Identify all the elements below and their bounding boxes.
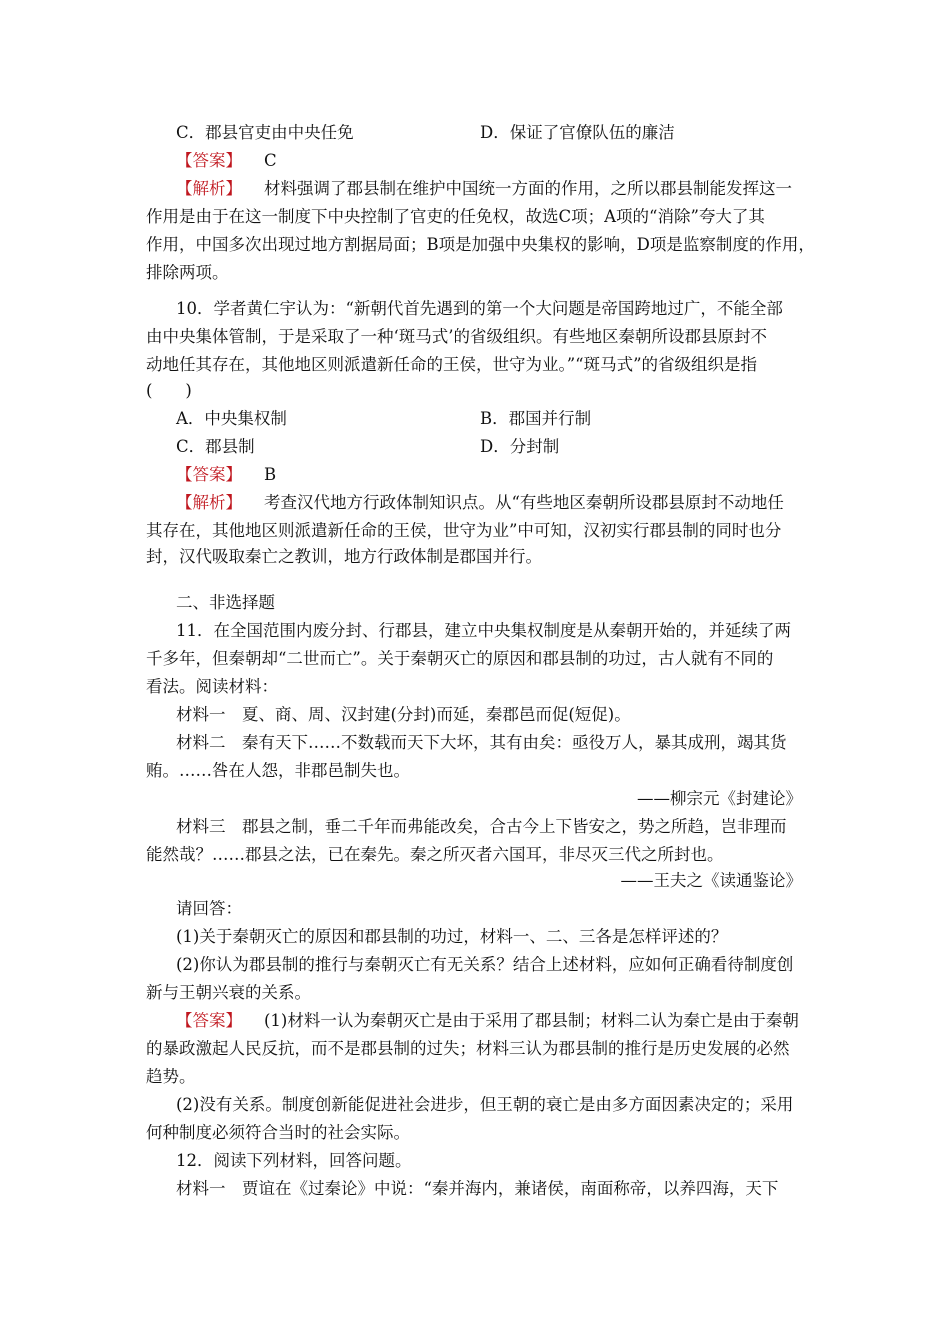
answer-text: 何种制度必须符合当时的社会实际。 <box>146 1123 410 1142</box>
analysis-text: 其存在，其他地区则派遣新任命的王侯，世守为业”中可知，汉初实行郡县制的同时也分 <box>146 521 782 540</box>
analysis-label: 【解析】 <box>176 493 242 512</box>
answer-value: B <box>264 465 277 484</box>
q11-prompt: 请回答： <box>176 899 242 918</box>
section-title: 二、非选择题 <box>176 593 275 612</box>
q11-material-1: 材料一 夏、商、周、汉封建(分封)而延，秦郡邑而促(短促)。 <box>176 705 631 724</box>
analysis-label: 【解析】 <box>176 179 242 198</box>
q11-sub-question-2: 新与王朝兴衰的关系。 <box>146 983 311 1002</box>
q11-material-3: 能然哉？……郡县之法，已在秦先。秦之所灭者六国耳，非尽灭三代之所封也。 <box>146 845 724 864</box>
answer-text: 的暴政激起人民反抗，而不是郡县制的过失；材料三认为郡县制的推行是历史发展的必然 <box>146 1039 790 1058</box>
answer-value: C <box>264 151 277 170</box>
q11-stem: 11．在全国范围内废分封、行郡县，建立中央集权制度是从秦朝开始的，并延续了两 <box>176 621 791 640</box>
q9-option-c: C．郡县官吏由中央任免 <box>176 123 354 142</box>
q12-material-1: 材料一 贾谊在《过秦论》中说：“秦并海内，兼诸侯，南面称帝，以养四海，天下 <box>176 1179 779 1198</box>
q10-option-c: C．郡县制 <box>176 437 255 456</box>
q11-source-3: ——王夫之《读通鉴论》 <box>620 871 802 890</box>
q10-answer-row <box>176 464 276 486</box>
q9-answer-row <box>176 150 277 172</box>
answer-text: 趋势。 <box>146 1067 196 1086</box>
answer-text: (2)没有关系。制度创新能促进社会进步，但王朝的衰亡是由多方面因素决定的；采用 <box>176 1095 794 1114</box>
q10-analysis-row <box>176 492 784 514</box>
q11-sub-question-2: (2)你认为郡县制的推行与秦朝灭亡有无关系？结合上述材料，应如何正确看待制度创 <box>176 955 794 974</box>
q11-material-3: 材料三 郡县之制，垂二千年而弗能改矣，合古今上下皆安之，势之所趋，岂非理而 <box>176 817 787 836</box>
q10-option-b: B．郡国并行制 <box>480 409 592 428</box>
q9-analysis-row <box>176 178 792 200</box>
q11-material-2: 贿。……咎在人怨，非郡邑制失也。 <box>146 761 410 780</box>
answer-label: 【答案】 <box>176 151 242 170</box>
analysis-text: 材料强调了郡县制在维护中国统一方面的作用，之所以郡县制能发挥这一 <box>264 179 792 198</box>
q9-option-d: D．保证了官僚队伍的廉洁 <box>480 123 675 142</box>
analysis-text: 作用，中国多次出现过地方割据局面；B项是加强中央集权的影响，D项是监察制度的作用， <box>146 235 815 254</box>
answer-label: 【答案】 <box>176 1011 242 1030</box>
analysis-text: 作用是由于在这一制度下中央控制了官吏的任免权，故选C项；A项的“消除”夸大了其 <box>146 207 765 226</box>
q10-stem: 动地任其存在，其他地区则派遣新任命的王侯，世守为业。”“斑马式”的省级组织是指 <box>146 355 758 374</box>
q10-stem: 10．学者黄仁宇认为：“新朝代首先遇到的第一个大问题是帝国跨地过广，不能全部 <box>176 299 783 318</box>
analysis-text: 排除两项。 <box>146 263 229 282</box>
q11-answer-row <box>176 1010 799 1032</box>
q10-option-d: D．分封制 <box>480 437 560 456</box>
q10-stem-blank: ( ) <box>146 381 192 400</box>
q11-source-2: ——柳宗元《封建论》 <box>637 789 802 808</box>
answer-text: (1)材料一认为秦朝灭亡是由于采用了郡县制；材料二认为秦亡是由于秦朝 <box>264 1011 799 1030</box>
analysis-text: 考查汉代地方行政体制知识点。从“有些地区秦朝所设郡县原封不动地任 <box>264 493 784 512</box>
answer-label: 【答案】 <box>176 465 242 484</box>
q11-sub-question-1: (1)关于秦朝灭亡的原因和郡县制的功过，材料一、二、三各是怎样评述的？ <box>176 927 728 946</box>
q10-option-a: A．中央集权制 <box>176 409 287 428</box>
q11-stem: 千多年，但秦朝却“二世而亡”。关于秦朝灭亡的原因和郡县制的功过，古人就有不同的 <box>146 649 774 668</box>
q11-stem: 看法。阅读材料： <box>146 677 278 696</box>
q11-material-2: 材料二 秦有天下……不数载而天下大坏，其有由矣：亟役万人，暴其成刑，竭其货 <box>176 733 787 752</box>
analysis-text: 封，汉代吸取秦亡之教训，地方行政体制是郡国并行。 <box>146 547 542 566</box>
q12-stem: 12．阅读下列材料，回答问题。 <box>176 1151 412 1170</box>
q10-stem: 由中央集体管制，于是采取了一种‘斑马式’的省级组织。有些地区秦朝所设郡县原封不 <box>146 327 767 346</box>
